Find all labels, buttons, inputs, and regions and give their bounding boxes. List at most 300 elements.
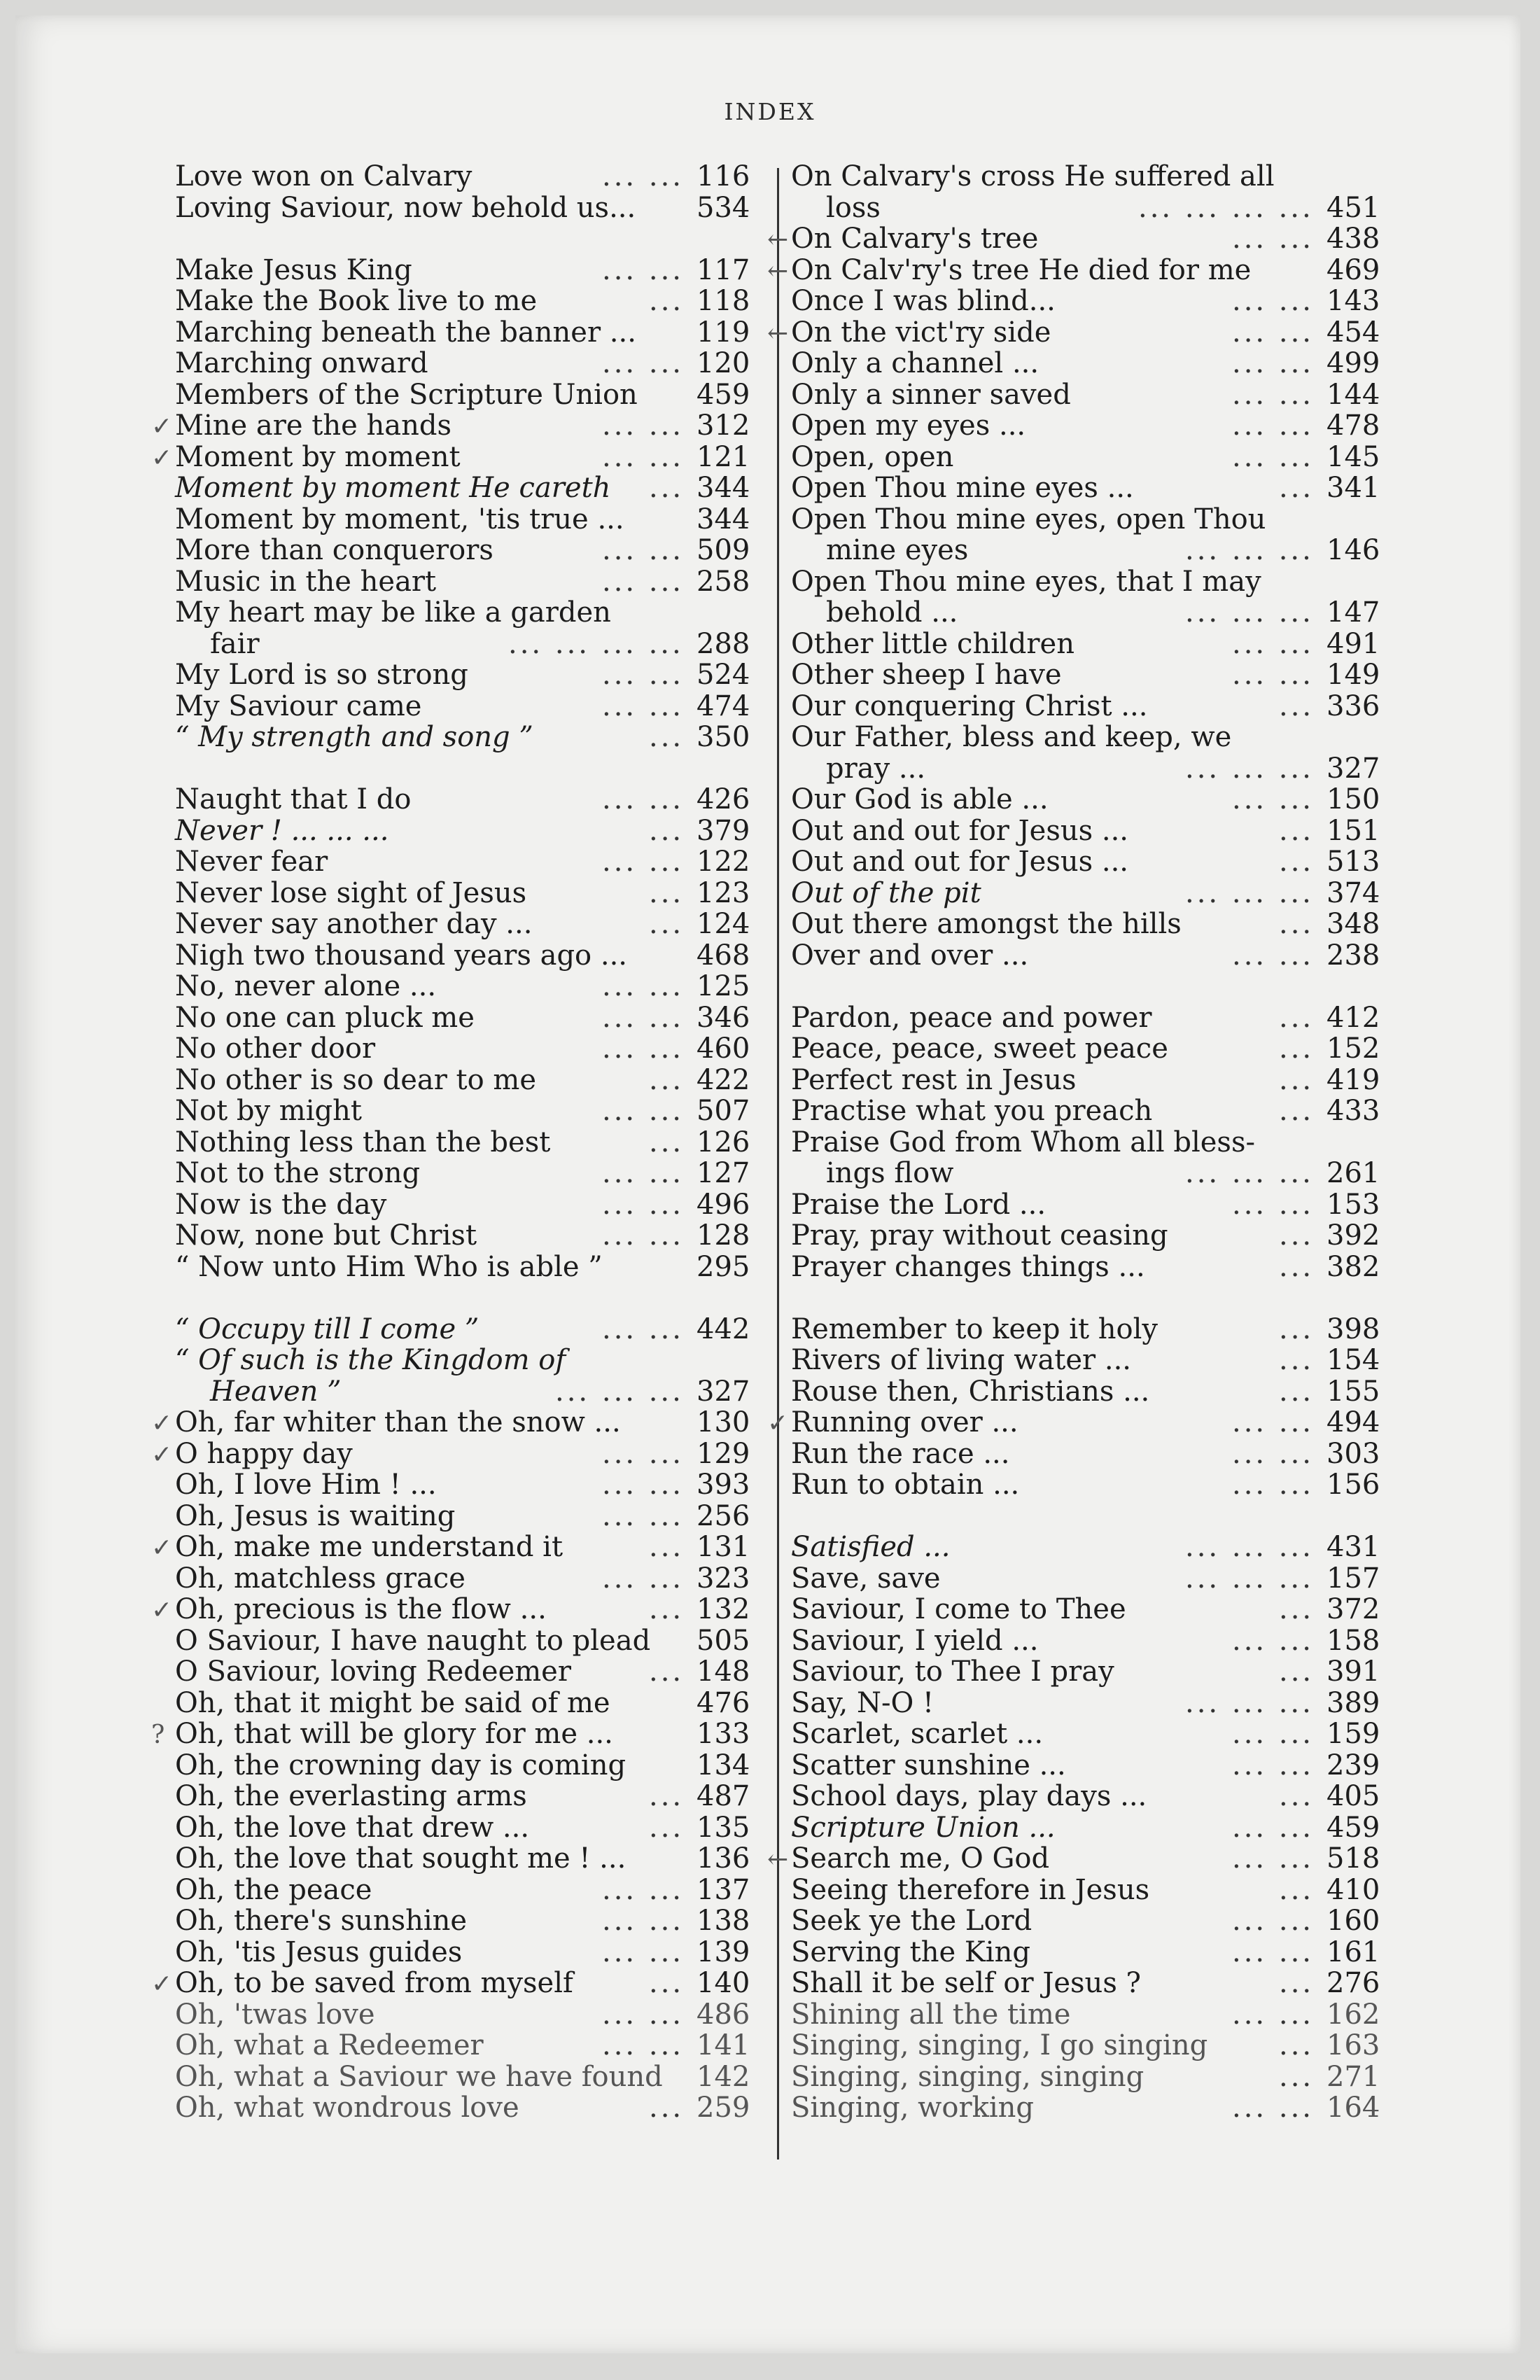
entry-title: Marching beneath the banner ... — [175, 316, 636, 349]
leader-dots: ... ... — [1232, 1842, 1315, 1875]
hymn-number: 162 — [1326, 1998, 1380, 2031]
leader-dots: ... ... — [602, 1998, 685, 2031]
entry-title: Satisfied ... — [791, 1531, 951, 1563]
leader-dots: ... ... — [602, 1312, 685, 1345]
leader-dots: ... — [1279, 690, 1315, 722]
index-entry — [175, 1220, 777, 1252]
entry-title: Moment by moment He careth — [175, 472, 611, 504]
index-entry — [175, 1002, 777, 1034]
leader-dots: ... ... — [1232, 1905, 1315, 1937]
leader-dots: ... ... — [1232, 659, 1315, 691]
hymn-number: 491 — [1326, 627, 1380, 660]
index-entry — [791, 1438, 1386, 1470]
index-entry — [175, 1563, 777, 1595]
index-entry — [791, 1563, 1386, 1595]
leader-dots: ... ... — [602, 783, 685, 816]
leader-dots: ... ... ... — [1185, 1562, 1314, 1595]
index-entry — [175, 161, 777, 192]
leader-dots: ... — [649, 1780, 685, 1812]
entry-title: Oh, the peace — [175, 1873, 372, 1906]
leader-dots: ... ... — [602, 846, 685, 878]
hymn-number: 158 — [1326, 1624, 1380, 1657]
hymn-number: 295 — [696, 1250, 750, 1283]
hymn-number: 438 — [1326, 223, 1380, 255]
leader-dots: ... ... — [602, 1935, 685, 1968]
entry-title: Prayer changes things ... — [791, 1250, 1145, 1283]
entry-title: Saviour, I come to Thee — [791, 1593, 1126, 1625]
hymn-number: 133 — [696, 1718, 750, 1750]
entry-title: Naught that I do — [175, 783, 412, 816]
leader-dots: ... ... — [1232, 285, 1315, 317]
hymn-number: 327 — [696, 1375, 750, 1408]
leader-dots: ... ... — [1232, 223, 1315, 255]
leader-dots: ... — [1279, 2029, 1315, 2062]
leader-dots: ... ... — [1232, 1437, 1315, 1470]
hymn-number: 460 — [696, 1032, 750, 1065]
hymn-number: 141 — [696, 2029, 750, 2062]
hymn-number: 288 — [696, 627, 750, 660]
entry-title: Oh, what wondrous love — [175, 2092, 519, 2124]
index-entry — [791, 1625, 1386, 1657]
handwritten-tick-mark: ✓ — [151, 1409, 173, 1438]
leader-dots: ... ... — [602, 1437, 685, 1470]
index-entry — [791, 161, 1386, 192]
index-entry — [791, 909, 1386, 940]
leader-dots: ... ... — [1232, 2092, 1315, 2124]
hymn-number: 346 — [696, 1001, 750, 1034]
hymn-number: 157 — [1326, 1562, 1380, 1595]
hymn-number: 148 — [696, 1656, 750, 1688]
entry-title: Out and out for Jesus ... — [791, 846, 1129, 878]
hymn-number: 256 — [696, 1499, 750, 1532]
hymn-number: 350 — [696, 721, 750, 753]
entry-title: “ Now unto Him Who is able ” — [175, 1250, 603, 1283]
hymn-number: 146 — [1326, 534, 1380, 566]
hymn-number: 393 — [696, 1469, 750, 1501]
index-entry — [767, 253, 1386, 286]
index-entry — [791, 1750, 1386, 1782]
leader-dots: ... ... — [602, 160, 685, 192]
leader-dots: ... ... — [1232, 1749, 1315, 1782]
index-entry — [767, 223, 1386, 255]
hymn-number: 129 — [696, 1437, 750, 1470]
index-entry — [791, 566, 1386, 598]
hymn-number: 344 — [696, 472, 750, 504]
index-entry — [791, 2030, 1386, 2062]
hymn-number: 398 — [1326, 1312, 1380, 1345]
leader-dots: ... ... — [1232, 627, 1315, 660]
leader-dots: ... — [1279, 908, 1315, 940]
entry-title: Save, save — [791, 1562, 941, 1595]
index-entry — [151, 1718, 777, 1750]
leader-dots: ... — [1279, 1312, 1315, 1345]
entry-title: On the vict'ry side — [791, 316, 1051, 349]
hymn-number: 259 — [696, 2092, 750, 2124]
handwritten-tick-mark: ✓ — [151, 1440, 173, 1469]
index-entry — [791, 659, 1386, 691]
leader-dots: ... — [1279, 1873, 1315, 1906]
leader-dots: ... ... — [602, 1219, 685, 1252]
entry-title: Shall it be self or Jesus ? — [791, 1967, 1141, 1999]
entry-title: Out there amongst the hills — [791, 908, 1182, 940]
hymn-number: 261 — [1326, 1157, 1380, 1189]
leader-dots: ... ... — [602, 690, 685, 722]
index-entry — [791, 379, 1386, 411]
hymn-number: 120 — [696, 347, 750, 379]
index-entry — [175, 1065, 777, 1096]
hymn-number: 382 — [1326, 1250, 1380, 1283]
hymn-number: 478 — [1326, 410, 1380, 442]
entry-title: Perfect rest in Jesus — [791, 1063, 1077, 1096]
index-entry — [791, 878, 1386, 909]
index-entry — [175, 286, 777, 317]
entry-title: Nigh two thousand years ago ... — [175, 939, 627, 972]
hymn-number: 145 — [1326, 440, 1380, 473]
index-entry — [791, 1314, 1386, 1345]
hymn-number: 122 — [696, 846, 750, 878]
index-entry — [175, 255, 777, 286]
handwritten-tick-mark: ← — [767, 256, 789, 286]
entry-title: My Saviour came — [175, 690, 422, 722]
hymn-number: 494 — [1326, 1406, 1380, 1438]
index-entry — [175, 659, 777, 691]
index-entry — [151, 1531, 777, 1563]
index-entry — [791, 1532, 1386, 1563]
index-entry — [791, 472, 1386, 504]
entry-title: Moment by moment — [175, 440, 461, 473]
index-entry — [175, 504, 777, 536]
index-entry — [175, 1625, 777, 1657]
leader-dots: ... — [1279, 1780, 1315, 1812]
entry-title: Never ! ... ... ... — [175, 814, 389, 847]
leader-dots: ... ... — [1232, 939, 1315, 972]
hymn-number: 160 — [1326, 1905, 1380, 1937]
leader-dots: ... — [1279, 1001, 1315, 1034]
index-entry — [175, 1096, 777, 1127]
index-entry — [791, 629, 1386, 660]
index-entry — [175, 1501, 777, 1532]
handwritten-tick-mark: ? — [151, 1721, 165, 1749]
handwritten-tick-mark: ← — [767, 225, 789, 254]
leader-dots: ... — [649, 814, 685, 847]
leader-dots: ... ... — [602, 1499, 685, 1532]
entry-title: Oh, the love that drew ... — [175, 1811, 530, 1844]
index-entry — [175, 629, 777, 660]
hymn-number: 426 — [696, 783, 750, 816]
entry-title: Oh, the everlasting arms — [175, 1780, 527, 1812]
index-entry — [175, 1688, 777, 1719]
hymn-number: 518 — [1326, 1842, 1380, 1875]
index-entry — [175, 1750, 777, 1782]
entry-title: Out of the pit — [791, 876, 981, 909]
hymn-number: 164 — [1326, 2092, 1380, 2124]
entry-title: My Lord is so strong — [175, 659, 468, 691]
hymn-number: 392 — [1326, 1219, 1380, 1252]
entry-title: “ Of such is the Kingdom of — [175, 1344, 566, 1376]
leader-dots: ... ... — [602, 347, 685, 379]
index-entry — [175, 379, 777, 411]
index-entry — [791, 286, 1386, 317]
index-entry — [175, 1127, 777, 1158]
index-entry — [791, 816, 1386, 847]
hymn-number: 152 — [1326, 1032, 1380, 1065]
hymn-number: 344 — [696, 503, 750, 536]
entry-title: Our Father, bless and keep, we — [791, 721, 1232, 753]
hymn-number: 374 — [1326, 876, 1380, 909]
entry-title: Oh, the crowning day is coming — [175, 1749, 626, 1782]
index-entry — [791, 846, 1386, 878]
hymn-number: 135 — [696, 1811, 750, 1844]
hymn-number: 487 — [696, 1780, 750, 1812]
index-entry — [791, 1002, 1386, 1034]
hymn-number: 128 — [696, 1219, 750, 1252]
leader-dots: ... — [649, 1063, 685, 1096]
leader-dots: ... — [1279, 1656, 1315, 1688]
hymn-number: 336 — [1326, 690, 1380, 722]
entry-title: Oh, there's sunshine — [175, 1905, 468, 1937]
entry-title: Singing, working — [791, 2092, 1034, 2124]
hymn-number: 496 — [696, 1188, 750, 1221]
entry-title: Now, none but Christ — [175, 1219, 477, 1252]
index-entry — [175, 535, 777, 566]
index-entry — [791, 1220, 1386, 1252]
entry-title: Only a sinner saved — [791, 378, 1071, 411]
entry-title: Oh, the love that sought me ! ... — [175, 1842, 626, 1875]
hymn-number: 124 — [696, 908, 750, 940]
hymn-number: 161 — [1326, 1935, 1380, 1968]
leader-dots: ... ... — [1232, 410, 1315, 442]
leader-dots: ... — [1279, 1219, 1315, 1252]
leader-dots: ... — [1279, 2060, 1315, 2093]
hymn-number: 117 — [696, 253, 750, 286]
hymn-number: 119 — [696, 316, 750, 349]
leader-dots: ... — [649, 1811, 685, 1844]
hymn-number: 451 — [1326, 191, 1380, 224]
entry-title: Peace, peace, sweet peace — [791, 1032, 1168, 1065]
leader-dots: ... ... — [602, 1157, 685, 1189]
hymn-number: 442 — [696, 1312, 750, 1345]
entry-title: Oh, far whiter than the snow ... — [175, 1406, 621, 1438]
leader-dots: ... — [1279, 1593, 1315, 1625]
handwritten-tick-mark: ✓ — [151, 1534, 173, 1562]
hymn-number: 509 — [696, 534, 750, 566]
index-entry — [791, 410, 1386, 442]
index-entry — [791, 1937, 1386, 1968]
section-gap — [791, 1282, 1386, 1314]
entry-title: Singing, singing, singing — [791, 2060, 1144, 2093]
hymn-number: 405 — [1326, 1780, 1380, 1812]
index-entry — [175, 940, 777, 972]
hymn-number: 312 — [696, 410, 750, 442]
index-entry — [791, 1718, 1386, 1750]
entry-title: My heart may be like a garden — [175, 596, 611, 629]
leader-dots: ... ... — [602, 2029, 685, 2062]
entry-title: Open Thou mine eyes, that I may — [791, 565, 1261, 598]
hymn-number: 153 — [1326, 1188, 1380, 1221]
index-entry — [791, 1252, 1386, 1283]
entry-title: Open Thou mine eyes, open Thou — [791, 503, 1266, 536]
entry-title: Mine are the hands — [175, 410, 451, 442]
hymn-number: 412 — [1326, 1001, 1380, 1034]
entry-title: Remember to keep it holy — [791, 1312, 1158, 1345]
entry-title: Pray, pray without ceasing — [791, 1219, 1168, 1252]
leader-dots: ... — [1279, 472, 1315, 504]
hymn-number: 121 — [696, 440, 750, 473]
entry-title: Loving Saviour, now behold us... — [175, 191, 636, 224]
leader-dots: ... ... — [1232, 1188, 1315, 1221]
entry-title: Never say another day ... — [175, 908, 533, 940]
index-entry — [151, 410, 777, 442]
hymn-number: 410 — [1326, 1873, 1380, 1906]
entry-title: Oh, make me understand it — [175, 1531, 564, 1563]
hymn-number: 143 — [1326, 285, 1380, 317]
leader-dots: ... ... — [1232, 1624, 1315, 1657]
leader-dots: ... — [1279, 1344, 1315, 1376]
index-entry — [175, 1252, 777, 1283]
leader-dots: ... ... ... — [1185, 752, 1314, 785]
entry-title: Saviour, to Thee I pray — [791, 1656, 1114, 1688]
hymn-number: 524 — [696, 659, 750, 691]
index-entry — [175, 1843, 777, 1875]
leader-dots: ... ... ... — [1185, 596, 1314, 629]
entry-title: Oh, that will be glory for me ... — [175, 1718, 613, 1750]
index-entry — [791, 1033, 1386, 1065]
hymn-number: 137 — [696, 1873, 750, 1906]
entry-title: Not to the strong — [175, 1157, 421, 1189]
hymn-number: 156 — [1326, 1469, 1380, 1501]
leader-dots: ... ... — [602, 1032, 685, 1065]
entry-title: Moment by moment, 'tis true ... — [175, 503, 624, 536]
hymn-number: 139 — [696, 1935, 750, 1968]
entry-title: “ My strength and song ” — [175, 721, 533, 753]
leader-dots: ... ... — [602, 565, 685, 598]
entry-title: No other door — [175, 1032, 376, 1065]
entry-title: Saviour, I yield ... — [791, 1624, 1039, 1657]
handwritten-tick-mark: ✓ — [151, 1970, 173, 1998]
index-entry — [151, 1406, 777, 1438]
index-entry — [175, 192, 777, 224]
entry-title: Seek ye the Lord — [791, 1905, 1032, 1937]
entry-title: pray ... — [826, 752, 926, 785]
hymn-number: 476 — [696, 1686, 750, 1719]
hymn-number: 130 — [696, 1406, 750, 1438]
leader-dots: ... ... ... — [1185, 534, 1314, 566]
entry-title: Our conquering Christ ... — [791, 690, 1148, 722]
handwritten-tick-mark: ✓ — [151, 443, 173, 472]
entry-title: Praise God from Whom all bless- — [791, 1126, 1255, 1158]
entry-title: On Calvary's tree — [791, 223, 1039, 255]
leader-dots: ... ... ... — [1185, 1157, 1314, 1189]
entry-title: Oh, 'twas love — [175, 1998, 375, 2031]
page-title: INDEX — [724, 98, 816, 125]
leader-dots: ... ... — [602, 253, 685, 286]
hymn-number: 144 — [1326, 378, 1380, 411]
index-entry — [175, 722, 777, 753]
entry-title: Oh, 'tis Jesus guides — [175, 1935, 463, 1968]
index-entry — [791, 1376, 1386, 1408]
entry-title: Scarlet, scarlet ... — [791, 1718, 1044, 1750]
leader-dots: ... ... — [602, 1001, 685, 1034]
index-entry — [175, 2062, 777, 2093]
leader-dots: ... ... — [602, 534, 685, 566]
leader-dots: ... — [649, 1656, 685, 1688]
index-entry — [175, 1189, 777, 1221]
index-entry — [791, 1345, 1386, 1376]
hymn-number: 433 — [1326, 1095, 1380, 1127]
index-entry — [791, 192, 1386, 224]
entry-title: Oh, to be saved from myself — [175, 1967, 573, 1999]
hymn-number: 348 — [1326, 908, 1380, 940]
hymn-number: 151 — [1326, 814, 1380, 847]
leader-dots: ... ... — [1232, 783, 1315, 816]
index-entry — [791, 1096, 1386, 1127]
index-entry — [791, 1158, 1386, 1189]
index-entry — [175, 1905, 777, 1937]
leader-dots: ... ... — [1232, 1811, 1315, 1844]
entry-title: Oh, Jesus is waiting — [175, 1499, 456, 1532]
hymn-number: 327 — [1326, 752, 1380, 785]
hymn-number: 341 — [1326, 472, 1380, 504]
leader-dots: ... ... ... ... — [508, 627, 684, 660]
hymn-number: 134 — [696, 1749, 750, 1782]
hymn-number: 469 — [1326, 253, 1380, 286]
index-entry — [175, 566, 777, 598]
entry-title: No one can pluck me — [175, 1001, 475, 1034]
hymn-number: 142 — [696, 2060, 750, 2093]
hymn-number: 474 — [696, 690, 750, 722]
leader-dots: ... — [1279, 814, 1315, 847]
index-entry — [791, 1688, 1386, 1719]
hymn-number: 123 — [696, 876, 750, 909]
section-gap — [175, 753, 777, 785]
index-entry — [791, 1469, 1386, 1501]
index-entry — [175, 691, 777, 722]
entry-title: Serving the King — [791, 1935, 1030, 1968]
index-entry — [175, 2030, 777, 2062]
hymn-number: 468 — [696, 939, 750, 972]
index-entry — [791, 1999, 1386, 2031]
hymn-number: 149 — [1326, 659, 1380, 691]
entry-title: Our God is able ... — [791, 783, 1049, 816]
hymn-number: 459 — [696, 378, 750, 411]
entry-title: Music in the heart — [175, 565, 437, 598]
index-entry — [791, 1594, 1386, 1625]
hymn-number: 147 — [1326, 596, 1380, 629]
index-entry — [791, 1189, 1386, 1221]
leader-dots: ... ... — [602, 1873, 685, 1906]
leader-dots: ... ... — [1232, 1718, 1315, 1750]
entry-title: “ Occupy till I come ” — [175, 1312, 479, 1345]
entry-title: Not by might — [175, 1095, 362, 1127]
entry-title: fair — [210, 627, 260, 660]
index-entry — [175, 971, 777, 1002]
leader-dots: ... ... — [1232, 1469, 1315, 1501]
leader-dots: ... — [649, 721, 685, 753]
leader-dots: ... ... — [602, 1095, 685, 1127]
hymn-number: 138 — [696, 1905, 750, 1937]
hymn-number: 303 — [1326, 1437, 1380, 1470]
hymn-number: 276 — [1326, 1967, 1380, 1999]
index-entry — [175, 1469, 777, 1501]
entry-title: Praise the Lord ... — [791, 1188, 1046, 1221]
index-entry — [791, 1812, 1386, 1844]
index-entry — [791, 597, 1386, 629]
index-entry — [791, 442, 1386, 473]
section-gap — [175, 223, 777, 255]
leader-dots: ... ... — [1232, 378, 1315, 411]
index-entry — [791, 1065, 1386, 1096]
index-entry — [175, 1376, 777, 1408]
